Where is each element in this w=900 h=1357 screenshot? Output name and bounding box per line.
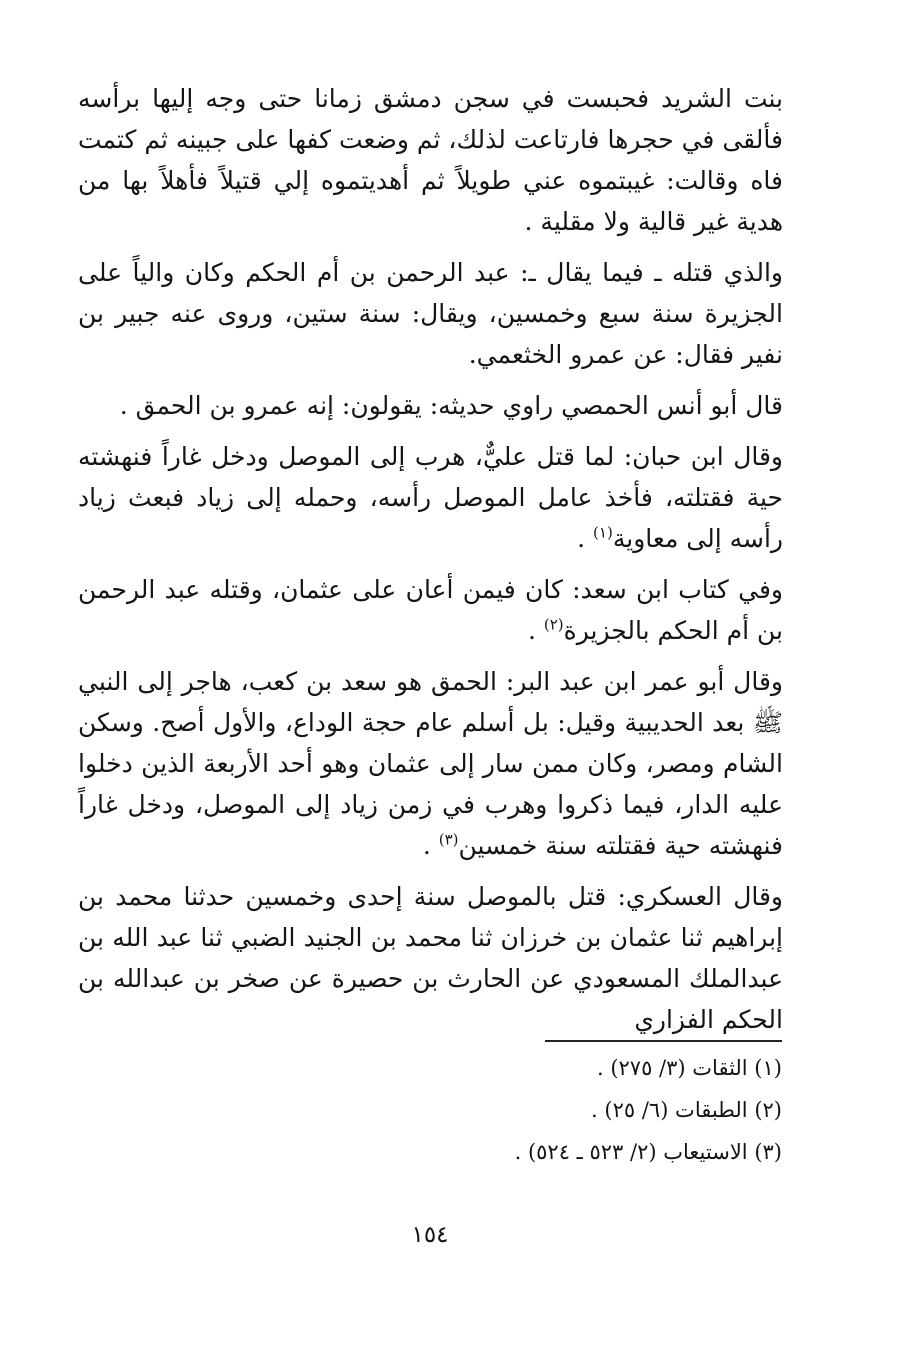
footnote: (٣) الاستيعاب (٢/ ٥٢٣ ـ ٥٢٤) . [514, 1140, 782, 1164]
footnote-separator [545, 1040, 782, 1042]
paragraph [78, 78, 783, 242]
paragraph [78, 436, 783, 559]
footnote: (١) الثقات (٣/ ٢٧٥) . [596, 1056, 782, 1080]
footnote-ref: (٢) [543, 615, 564, 634]
paragraph-tail: . [577, 524, 594, 553]
paragraph-text: بنت الشريد فحبست في سجن دمشق زمانا حتى وجه إليها برأسه فألقى في حجرها فارتاعت لذلك، ثم وضعت كفها على جبينه ثم كتمت فاه وقالت: غيبتموه عني طويلاً ثم أهديتموه إلي قتيلاً فأهلاً بها من هدية غير قالية ولا مقلية . [78, 84, 783, 236]
paragraph-tail: . [422, 831, 439, 860]
paragraph-text: وقال أبو عمر ابن عبد البر: الحمق هو سعد بن كعب، هاجر إلى النبي ﷺ بعد الحديبية وقيل: بل أسلم عام حجة الوداع، والأول أصح. وسكن الشام ومصر، وكان ممن سار إلى عثمان وهو أحد الأربعة الذين دخلوا عليه الدار، فيما ذكروا وهرب في زمن زياد إلى الموصل، ودخل غاراً فنهشته حية فقتلته سنة خمسين [78, 667, 783, 860]
footnote-ref: (٣) [438, 830, 459, 849]
paragraph-text: والذي قتله ـ فيما يقال ـ: عبد الرحمن بن أم الحكم وكان والياً على الجزيرة سنة سبع وخمسين، ويقال: سنة ستين، وروى عنه جبير بن نفير فقال: عن عمرو الخثعمي. [78, 258, 783, 369]
footnote-ref: (١) [593, 523, 613, 542]
paragraph-text: وقال ابن حبان: لما قتل عليٌّ، هرب إلى الموصل ودخل غاراً فنهشته حية فقتلته، فأخذ عامل الموصل رأسه، وحمله إلى زياد فبعث زياد رأسه إلى معاوية [78, 442, 783, 553]
main-text [78, 78, 783, 1050]
paragraph-tail: . [527, 616, 544, 645]
page-number: ١٥٤ [411, 1222, 449, 1248]
paragraph [78, 661, 783, 866]
paragraph-text: وفي كتاب ابن سعد: كان فيمن أعان على عثمان، وقتله عبد الرحمن بن أم الحكم بالجزيرة [78, 575, 783, 645]
paragraph-text: قال أبو أنس الحمصي راوي حديثه: يقولون: إنه عمرو بن الحمق . [119, 391, 783, 420]
paragraph [78, 385, 783, 426]
paragraph [78, 569, 783, 651]
paragraph-text: وقال العسكري: قتل بالموصل سنة إحدى وخمسين حدثنا محمد بن إبراهيم ثنا عثمان بن خرزان ثنا محمد بن الجنيد الضبي ثنا عبد الله بن عبدالملك المسعودي عن الحارث بن حصيرة عن صخر بن عبدالله بن الحكم الفزاري [78, 882, 783, 1034]
paragraph [78, 252, 783, 375]
paragraph [78, 876, 783, 1040]
footnote: (٢) الطبقات (٦/ ٢٥) . [591, 1098, 782, 1122]
footnotes [282, 1052, 782, 1178]
